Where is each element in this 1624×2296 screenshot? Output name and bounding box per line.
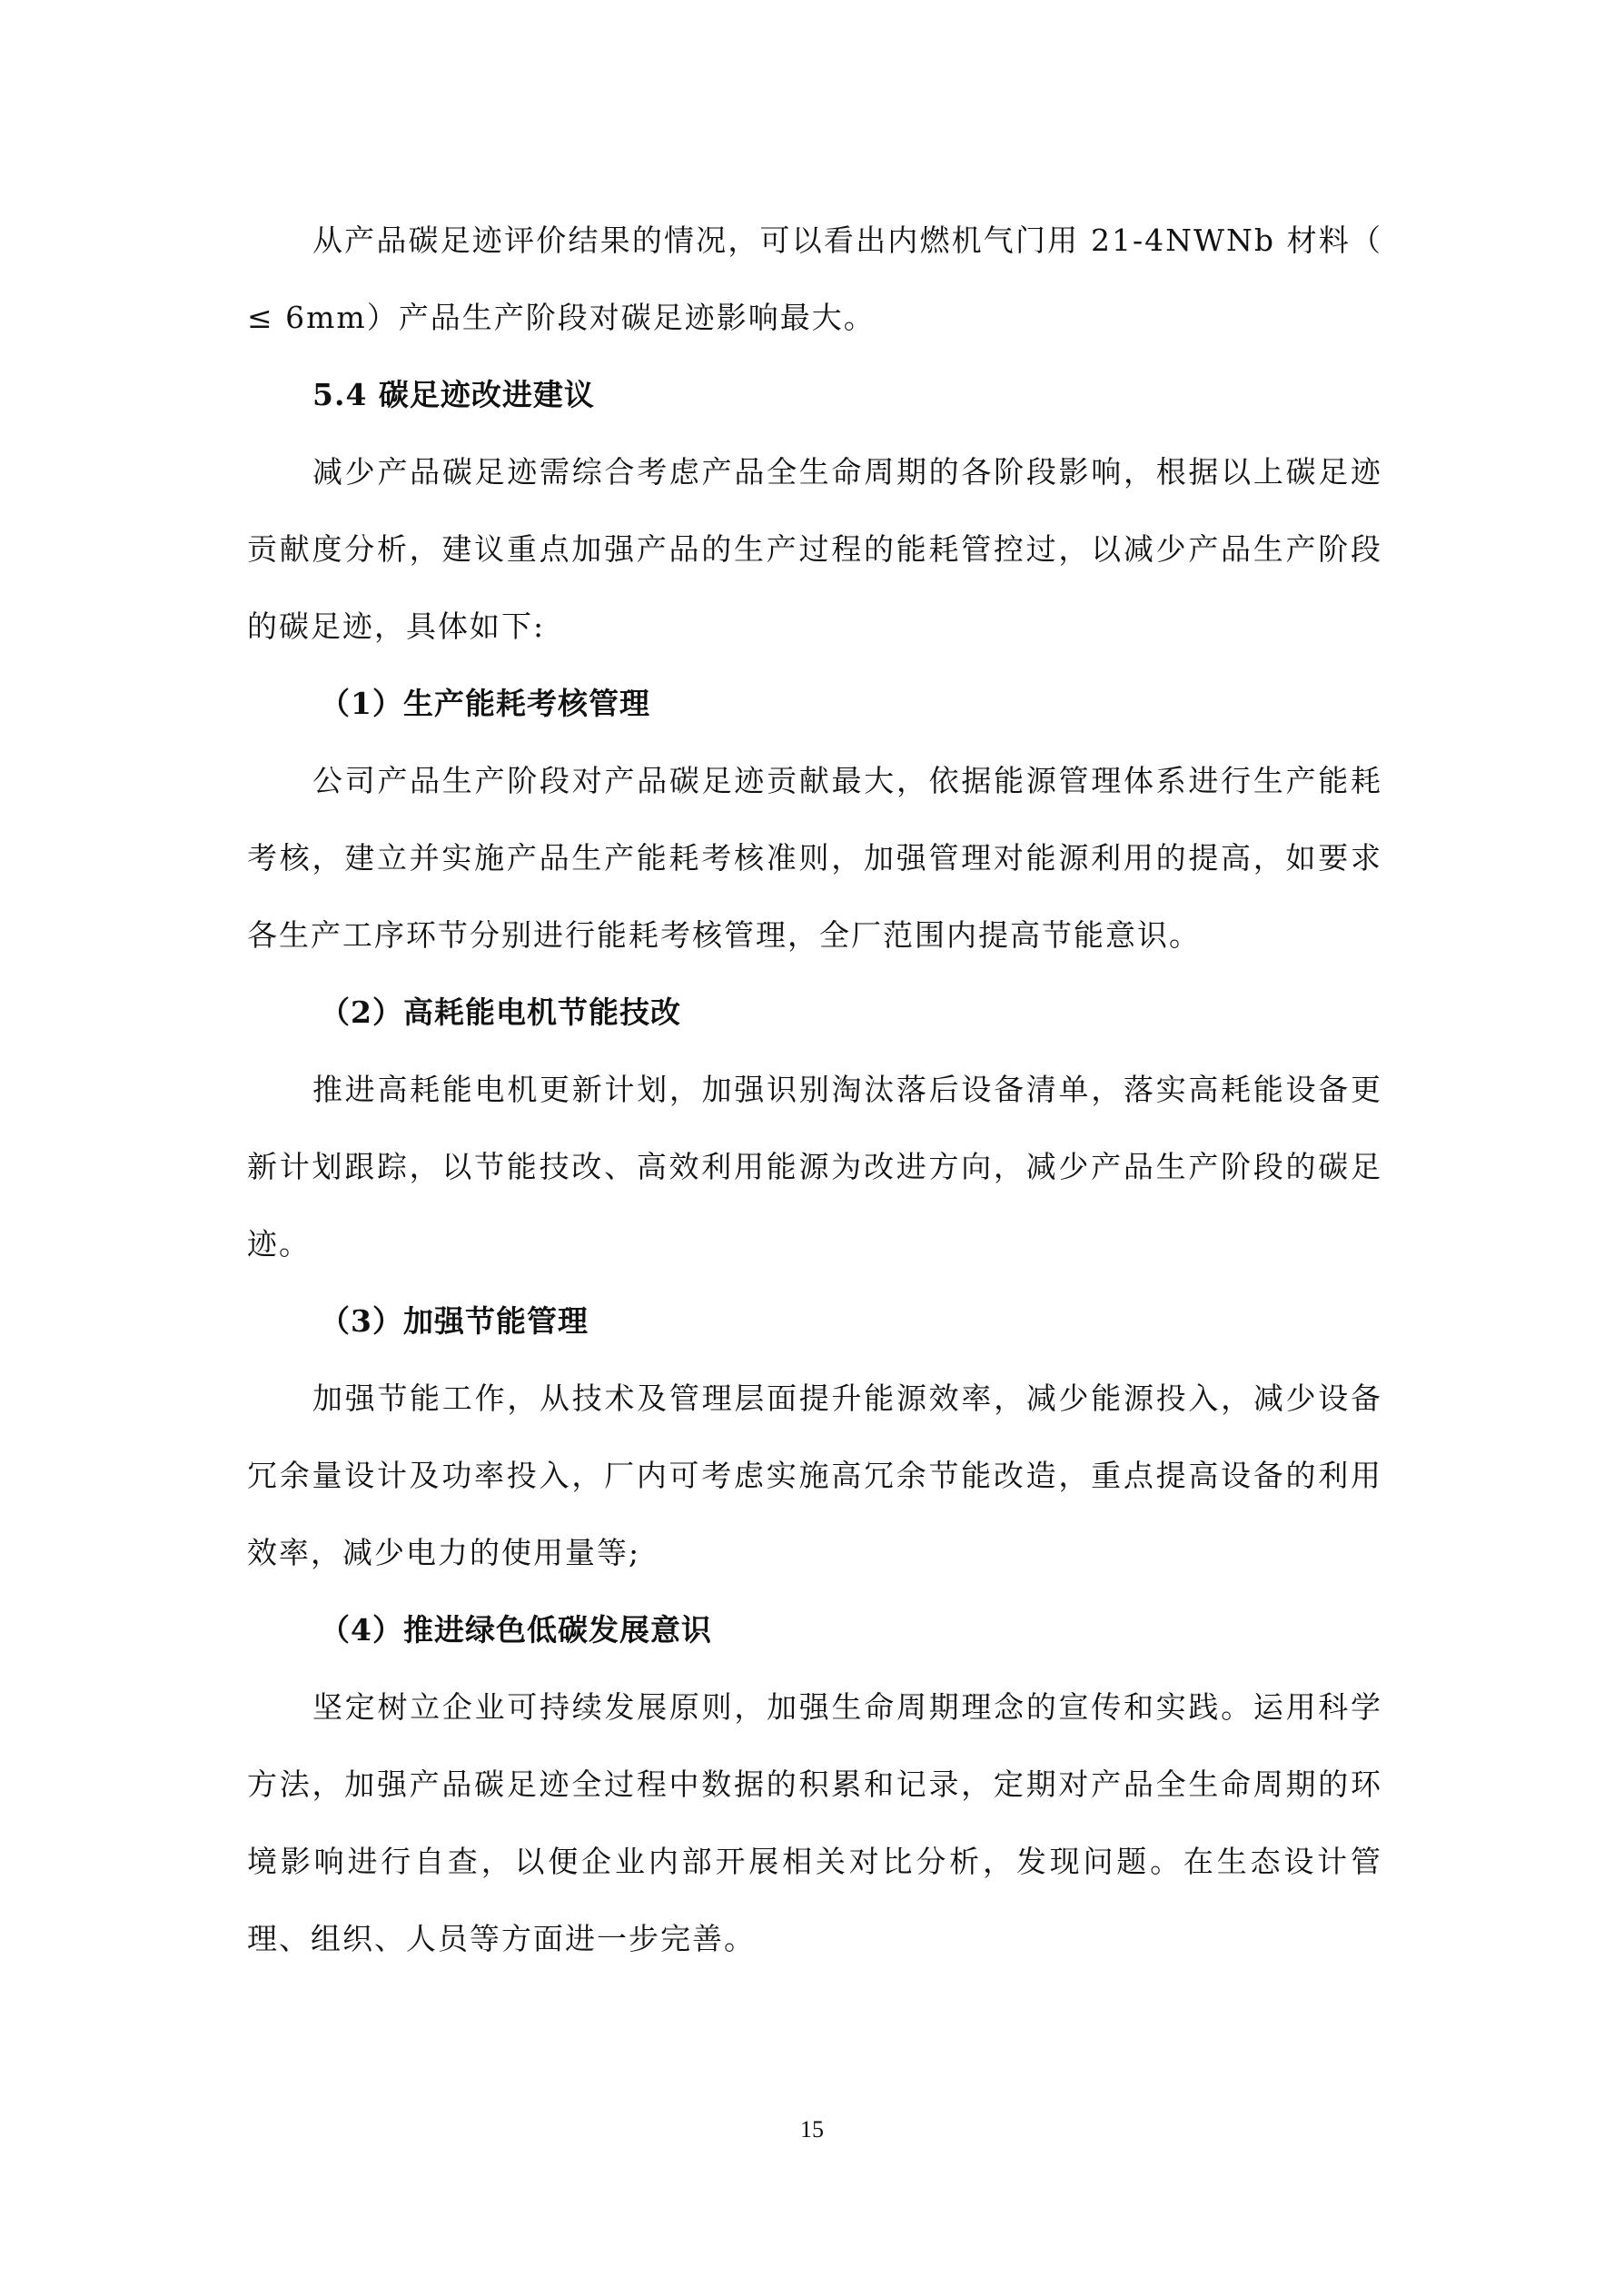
page-number: 15: [800, 2116, 824, 2143]
paragraph-energy-assessment: 公司产品生产阶段对产品碳足迹贡献最大，依据能源管理体系进行生产能耗考核，建立并实施产品生产能耗考核准则，加强管理对能源利用的提高，如要求各生产工序环节分别进行能耗考核管理，全厂范围内提高节能意识。: [247, 763, 1382, 953]
paragraph-evaluation-result: 从产品碳足迹评价结果的情况，可以看出内燃机气门用 21-4NWNb 材料（ ≤ 6mm）产品生产阶段对碳足迹影响最大。: [247, 223, 1382, 335]
paragraph-improvement-intro: 减少产品碳足迹需综合考虑产品全生命周期的各阶段影响，根据以上碳足迹贡献度分析，建议重点加强产品的生产过程的能耗管控过，以减少产品生产阶段的碳足迹，具体如下:: [247, 454, 1382, 644]
paragraph-motor-retrofit: 推进高耗能电机更新计划，加强识别淘汰落后设备清单，落实高耗能设备更新计划跟踪，以节能技改、高效利用能源为改进方向，减少产品生产阶段的碳足迹。: [247, 1072, 1382, 1262]
paragraph-energy-saving: 加强节能工作，从技术及管理层面提升能源效率，减少能源投入，减少设备冗余量设计及功率投入，厂内可考虑实施高冗余节能改造，重点提高设备的利用效率，减少电力的使用量等;: [247, 1381, 1382, 1570]
section-heading-5-4: 5.4 碳足迹改进建议: [312, 377, 595, 412]
subheading-energy-saving: （3）加强节能管理: [320, 1303, 589, 1339]
subheading-motor-retrofit: （2）高耗能电机节能技改: [320, 995, 681, 1030]
page-content: [247, 202, 1382, 1977]
paragraph-green-awareness: 坚定树立企业可持续发展原则，加强生命周期理念的宣传和实践。运用科学方法，加强产品碳足迹全过程中数据的积累和记录，定期对产品全生命周期的环境影响进行自查，以便企业内部开展相关对比分析，发现问题。在生态设计管理、组织、人员等方面进一步完善。: [247, 1689, 1382, 1956]
subheading-green-awareness: （4）推进绿色低碳发展意识: [320, 1612, 712, 1648]
subheading-energy-assessment: （1）生产能耗考核管理: [320, 686, 650, 721]
